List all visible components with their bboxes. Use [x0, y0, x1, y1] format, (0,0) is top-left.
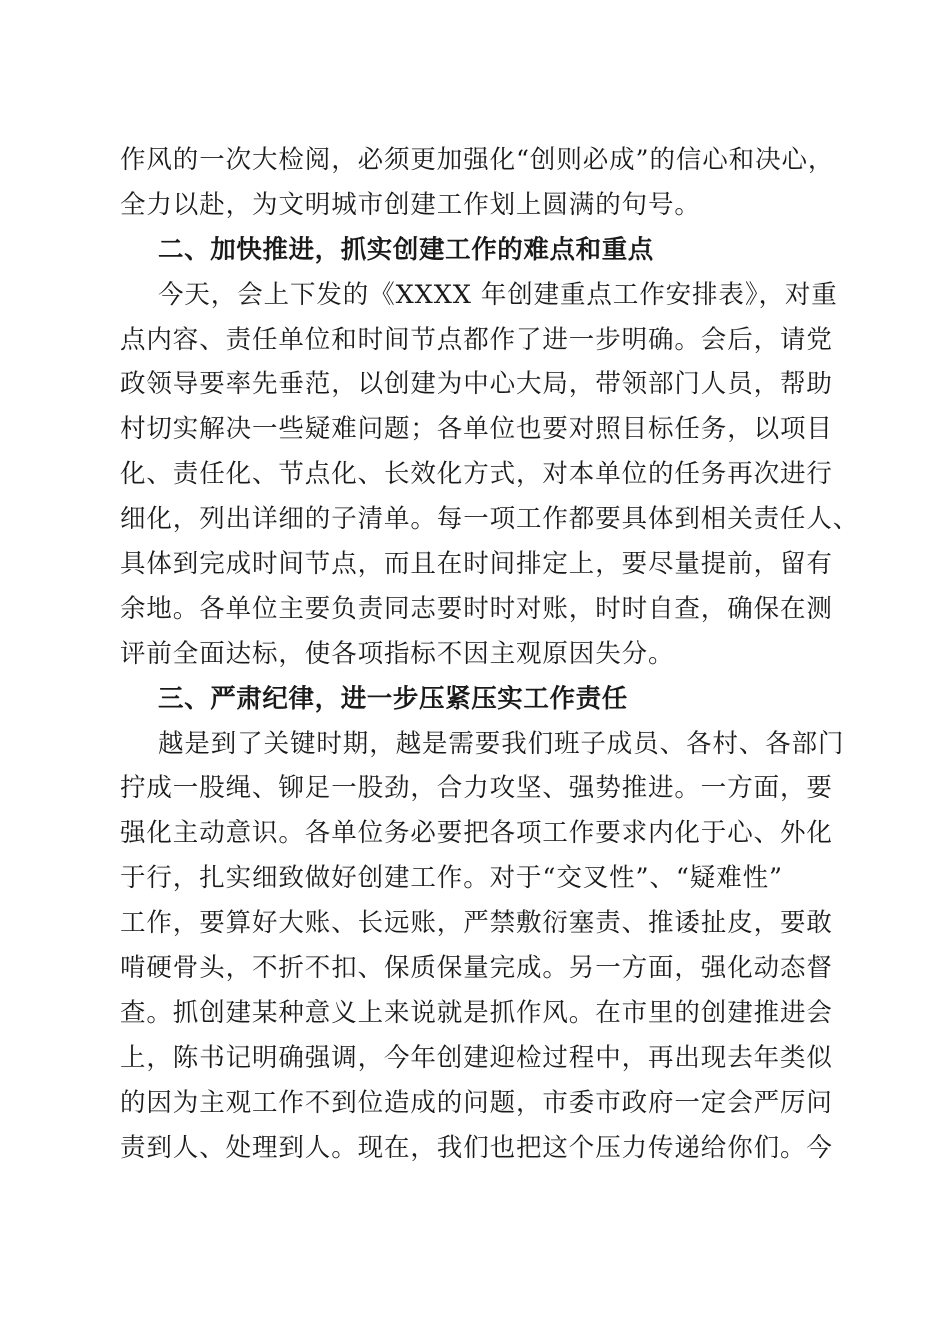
body-line: 查。抓创建某种意义上来说就是抓作风。在市里的创建推进会 [120, 997, 833, 1028]
document-body [120, 138, 860, 1170]
body-line: 全力以赴，为文明城市创建工作划上圆满的句号。 [120, 189, 701, 220]
body-line: 上，陈书记明确强调，今年创建迎检过程中，再出现去年类似 [120, 1042, 833, 1073]
body-line: 强化主动意识。各单位务必要把各项工作要求内化于心、外化 [120, 818, 833, 849]
section-heading-3: 三、严肃纪律，进一步压紧压实工作责任 [158, 683, 628, 714]
body-line: 政领导要率先垂范，以创建为中心大局，带领部门人员，帮助 [120, 369, 833, 400]
body-line: 越是到了关键时期，越是需要我们班子成员、各村、各部门 [158, 728, 845, 759]
body-line: 工作，要算好大账、长远账，严禁敷衍塞责、推诿扯皮，要敢 [120, 908, 833, 939]
section-heading-2: 二、加快推进，抓实创建工作的难点和重点 [158, 234, 654, 265]
body-line: 化、责任化、节点化、长效化方式，对本单位的任务再次进行 [120, 459, 833, 490]
body-line: 细化，列出详细的子清单。每一项工作都要具体到相关责任人、 [120, 504, 860, 535]
body-line: 村切实解决一些疑难问题；各单位也要对照目标任务，以项目 [120, 414, 833, 445]
body-line: 的因为主观工作不到位造成的问题，市委市政府一定会严厉问 [120, 1087, 833, 1118]
body-line: 拧成一股绳、铆足一股劲，合力攻坚、强势推进。一方面，要 [120, 773, 833, 804]
body-line: 点内容、责任单位和时间节点都作了进一步明确。会后，请党 [120, 324, 833, 355]
body-line: 具体到完成时间节点，而且在时间排定上，要尽量提前，留有 [120, 549, 833, 580]
body-line: 作风的一次大检阅，必须更加强化“创则必成”的信心和决心， [120, 145, 835, 175]
body-line: 今天，会上下发的《XXXX 年创建重点工作安排表》，对重 [158, 279, 838, 310]
body-line: 啃硬骨头，不折不扣、保质保量完成。另一方面，强化动态督 [120, 953, 833, 984]
body-line: 于行，扎实细致做好创建工作。对于“交叉性”、“疑难性” [120, 863, 783, 894]
body-line: 评前全面达标，使各项指标不因主观原因失分。 [120, 638, 675, 669]
body-line: 责到人、处理到人。现在，我们也把这个压力传递给你们。今 [120, 1132, 833, 1163]
body-line: 余地。各单位主要负责同志要时时对账，时时自查，确保在测 [120, 593, 833, 624]
